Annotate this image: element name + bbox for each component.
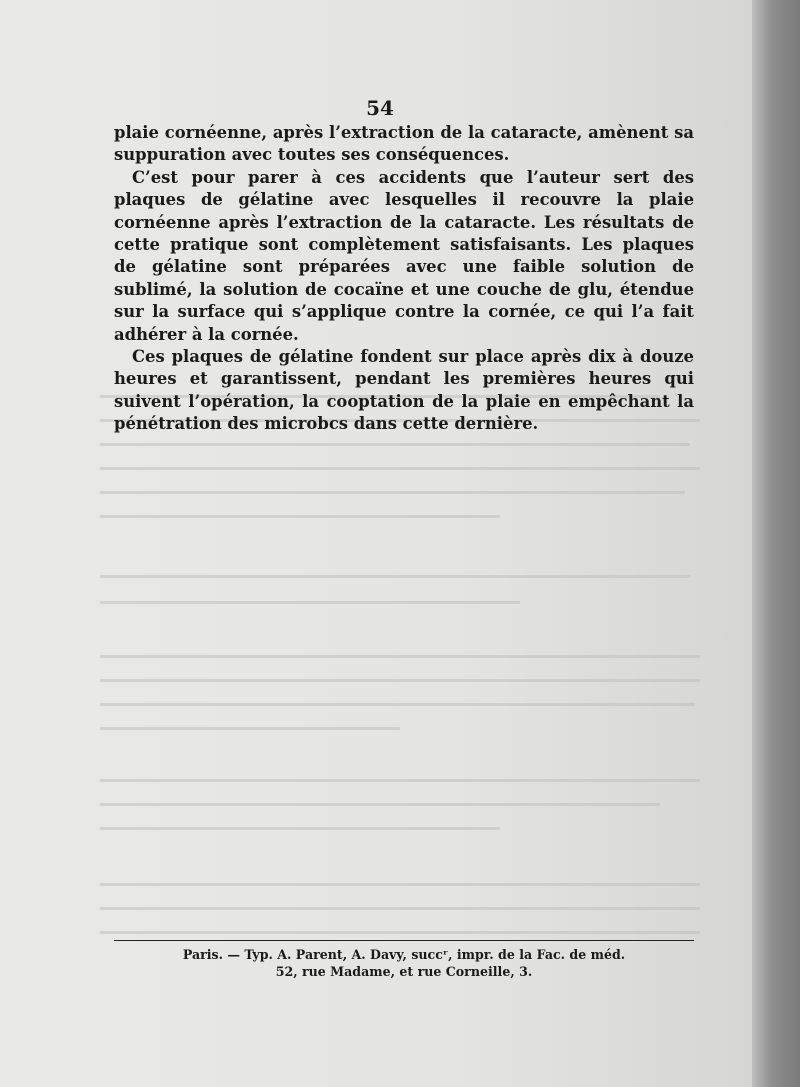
page-number: 54 <box>366 96 394 120</box>
paragraph-continuation: plaie cornéenne, après l’extraction de la cataracte, amènent sa suppuration avec toutes ses conséquences. <box>114 123 694 165</box>
imprint-line-1: Paris. — Typ. A. Parent, A. Davy, succʳ, impr. de la Fac. de méd. <box>182 947 626 962</box>
paragraph-gelatine-plates: C’est pour parer à ces accidents que l’auteur sert des plaques de gélatine avec lesquelles il recouvre la plaie cornéenne après l’extraction de la cataracte. Les résultats de cette pratique sont complètement satisfaisants. Les plaques de gélatine sont préparées avec une faible solution de sublimé, la solution de cocaïne et une couche de glu, étendue sur la surface qui s’applique contre la cornée, ce qui l’a fait adhérer à la cornée. <box>114 167 694 344</box>
page-edge-shadow <box>752 0 800 1087</box>
printer-imprint <box>114 946 694 980</box>
footer-rule <box>114 940 694 941</box>
paragraph-plates-melting: Ces plaques de gélatine fondent sur place après dix à douze heures et garantissent, pendant les premières heures qui suivent l’opération, la cooptation de la plaie en empêchant la pénétration des microbcs dans cette dernière. <box>114 347 694 434</box>
imprint-line-2: 52, rue Madame, et rue Corneille, 3. <box>275 964 533 979</box>
body-text <box>114 122 694 436</box>
bleed-through-text <box>100 395 720 955</box>
